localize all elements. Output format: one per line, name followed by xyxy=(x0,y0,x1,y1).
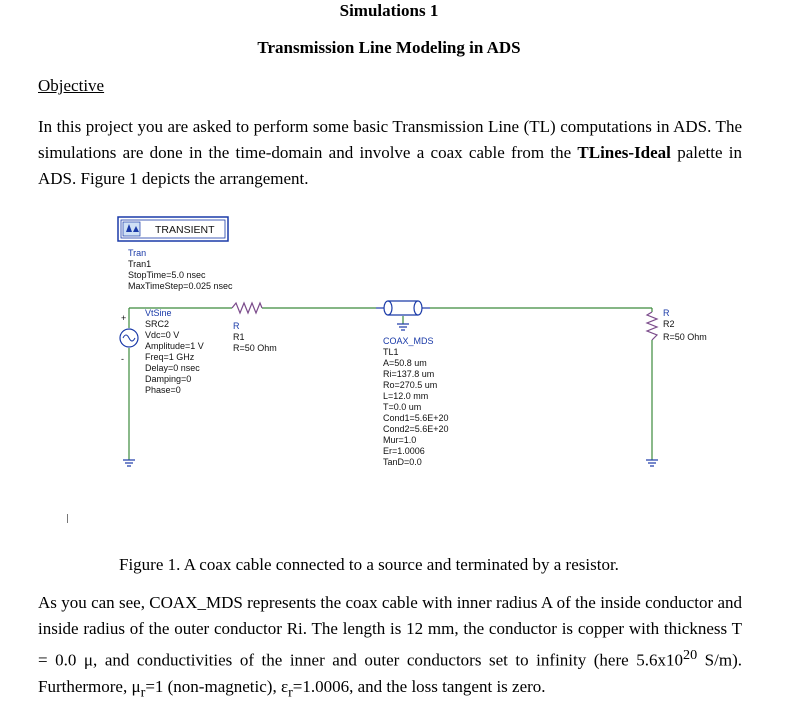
coax-name: TL1 xyxy=(383,347,399,357)
source-param-amplitude: Amplitude=1 V xyxy=(145,341,204,351)
margin-mark xyxy=(67,514,68,523)
intro-palette-name: TLines-Ideal xyxy=(577,143,671,162)
transient-badge-label: TRANSIENT xyxy=(155,224,215,236)
transient-block xyxy=(118,217,233,291)
coax-cable xyxy=(376,301,449,467)
coax-param-er: Er=1.0006 xyxy=(383,446,425,456)
r2-value: R=50 Ohm xyxy=(663,332,707,342)
coax-type: COAX_MDS xyxy=(383,336,434,346)
source-minus: - xyxy=(121,354,124,364)
coax-param-mur: Mur=1.0 xyxy=(383,435,417,445)
desc-text-4: =1.0006, and the loss tangent is zero. xyxy=(292,676,546,696)
coax-param-tand: TanD=0.0 xyxy=(383,457,422,467)
source-param-freq: Freq=1 GHz xyxy=(145,352,195,362)
ground-icon xyxy=(123,460,135,466)
source-plus: + xyxy=(121,313,127,323)
document-subtitle: Transmission Line Modeling in ADS xyxy=(257,38,521,57)
coax-param-ro: Ro=270.5 um xyxy=(383,380,438,390)
desc-text-2: S/m). Furthermore, μ xyxy=(38,650,742,696)
desc-exponent: 20 xyxy=(682,647,698,663)
source-param-vdc: Vdc=0 V xyxy=(145,330,180,340)
r1-value: R=50 Ohm xyxy=(233,343,277,353)
ground-icon xyxy=(646,460,658,466)
r1-type: R xyxy=(233,321,240,331)
tran-param-maxtimestep: MaxTimeStep=0.025 nsec xyxy=(128,281,233,291)
intro-text-1: In this project you are asked to perform some basic Transmission Line (TL) computations in ADS. The simulations are done in the time-domain and involve a coax cable from the xyxy=(38,117,742,162)
source-param-delay: Delay=0 nsec xyxy=(145,363,200,373)
source-type: VtSine xyxy=(145,308,172,318)
coax-param-cond1: Cond1=5.6E+20 xyxy=(383,413,449,423)
coax-param-l: L=12.0 mm xyxy=(383,391,429,401)
tran-label-name: Tran1 xyxy=(128,259,152,269)
intro-paragraph xyxy=(38,114,742,192)
r2-name: R2 xyxy=(663,319,675,329)
coax-param-ri: Ri=137.8 um xyxy=(383,369,435,379)
desc-text-3: =1 (non-magnetic), ε xyxy=(145,676,289,696)
r1-name: R1 xyxy=(233,332,245,342)
ground-icon xyxy=(397,324,409,330)
tran-label-type: Tran xyxy=(128,248,147,258)
description-paragraph xyxy=(38,590,742,705)
transient-icon xyxy=(123,222,140,236)
tran-param-stoptime: StopTime=5.0 nsec xyxy=(128,270,206,280)
source-param-phase: Phase=0 xyxy=(145,385,181,395)
coax-param-a: A=50.8 um xyxy=(383,358,427,368)
intro-text-2: palette in ADS. Figure 1 depicts the arrangement. xyxy=(38,143,742,188)
source-param-damping: Damping=0 xyxy=(145,374,192,384)
section-heading-objective: Objective xyxy=(38,76,105,95)
document-title: Simulations 1 xyxy=(339,1,439,20)
resistor-r2-icon xyxy=(647,312,657,340)
resistor-r1-icon xyxy=(232,303,262,313)
coax-schematic-figure xyxy=(0,205,811,475)
coax-param-cond2: Cond2=5.6E+20 xyxy=(383,424,449,434)
source-name: SRC2 xyxy=(145,319,170,329)
desc-sub-r: r xyxy=(140,684,146,701)
figure-caption: Figure 1. A coax cable connected to a source and terminated by a resistor. xyxy=(119,555,619,574)
desc-sub-r2: r xyxy=(288,684,293,701)
coax-icon xyxy=(376,301,430,315)
resistor-r2 xyxy=(647,308,707,342)
voltage-source xyxy=(120,308,204,395)
desc-text-1: As you can see, COAX_MDS represents the coax cable with inner radius A of the inside conductor and inside radius of the outer conductor Ri. The length is 12 mm, the conductor is copper with thickness T = 0.0 μ, and conductivities of the inner and outer conductors set to infinity (here 5.6x10 xyxy=(38,593,742,670)
r2-type: R xyxy=(663,308,670,318)
coax-param-t: T=0.0 um xyxy=(383,402,422,412)
resistor-r1 xyxy=(232,303,277,353)
